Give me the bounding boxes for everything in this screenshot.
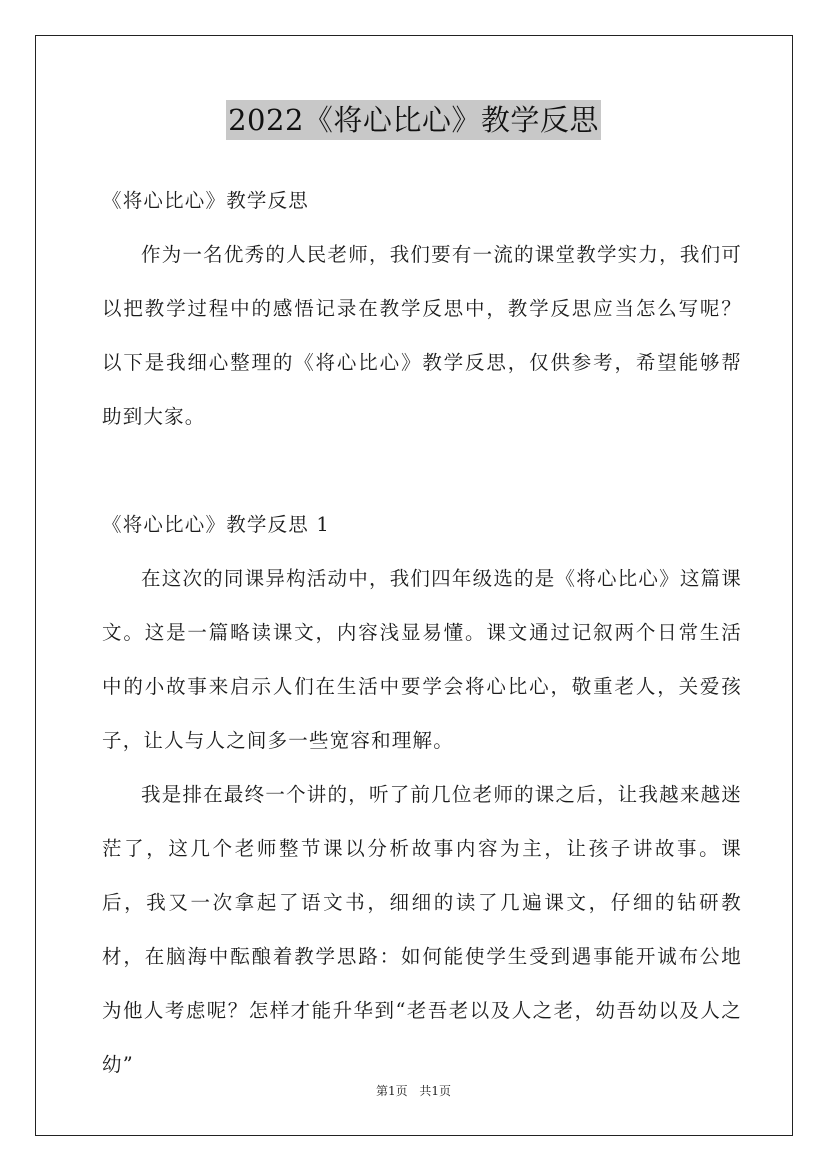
section1-paragraph-2: 我是排在最终一个讲的，听了前几位老师的课之后，让我越来越迷茫了，这几个老师整节课以分析故事内容为主，让孩子讲故事。课后，我又一次拿起了语文书，细细的读了几遍课文，仔细的钻研教材，在脑海中酝酿着教学思路：如何能使学生受到遇事能开诚布公地为他人考虑呢？怎样才能升华到“老吾老以及人之老，幼吾幼以及人之幼” xyxy=(102,783,742,1076)
page-number: 第1页 xyxy=(375,1084,408,1098)
document-body xyxy=(102,174,742,1092)
section1-paragraph-1: 在这次的同课异构活动中，我们四年级选的是《将心比心》这篇课文。这是一篇略读课文，内容浅显易懂。课文通过记叙两个日常生活中的小故事来启示人们在生活中要学会将心比心，敬重老人，关爱孩子，让人与人之间多一些宽容和理解。 xyxy=(102,567,742,752)
section-spacer xyxy=(102,444,742,498)
intro-paragraph: 作为一名优秀的人民老师，我们要有一流的课堂教学实力，我们可以把教学过程中的感悟记录在教学反思中，教学反思应当怎么写呢？以下是我细心整理的《将心比心》教学反思，仅供参考，希望能够帮助到大家。 xyxy=(102,243,742,428)
document-title: 2022《将心比心》教学反思 xyxy=(226,100,601,140)
page-total: 共1页 xyxy=(419,1084,452,1098)
intro-heading: 《将心比心》教学反思 xyxy=(102,189,310,212)
page-footer xyxy=(0,1082,827,1100)
title-container xyxy=(0,100,827,140)
section1-heading: 《将心比心》教学反思 1 xyxy=(102,513,331,536)
